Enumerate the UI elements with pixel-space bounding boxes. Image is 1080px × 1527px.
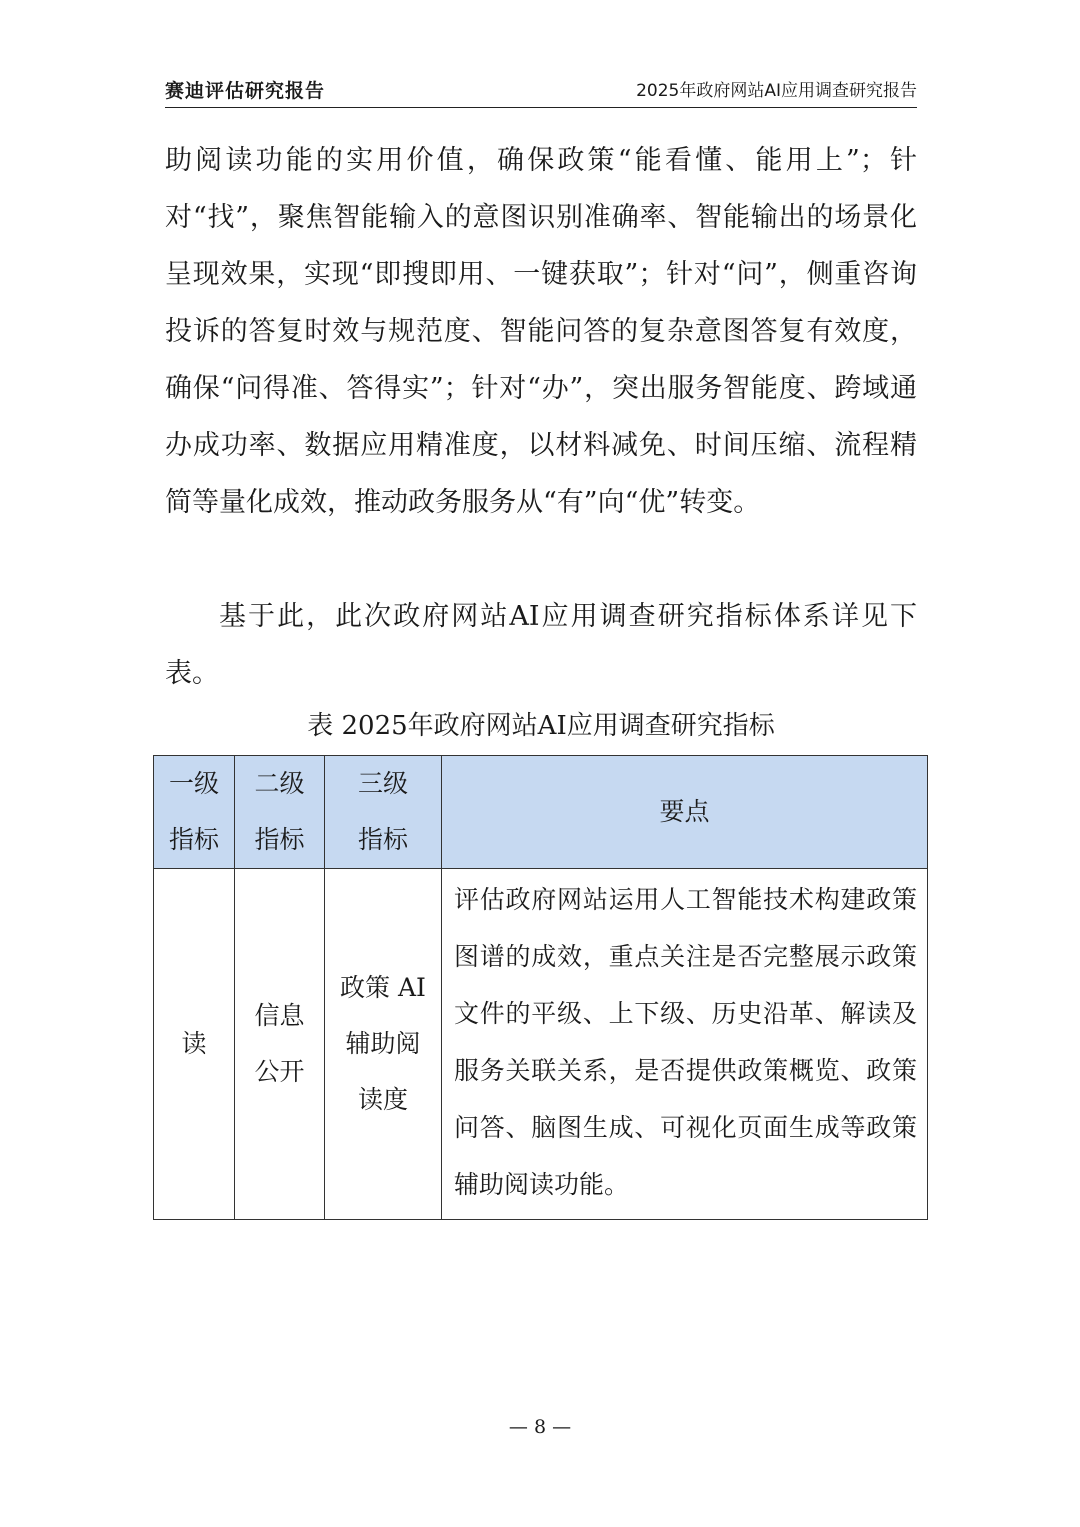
header-level3-line: 三级 — [357, 769, 408, 798]
header-level2-indicator — [235, 756, 325, 869]
header-level2-line: 指标 — [254, 825, 305, 854]
cell-level3 — [325, 869, 442, 1220]
header-level3-indicator — [325, 756, 442, 869]
cell-level3-line: 读度 — [357, 1085, 408, 1114]
header-org-name: 赛迪评估研究报告 — [165, 80, 326, 102]
cell-level2-line: 公开 — [254, 1057, 305, 1086]
header-level1-line: 一级 — [168, 769, 219, 798]
header-level1-line: 指标 — [168, 825, 219, 854]
indicator-table — [153, 755, 928, 1220]
body-paragraph: 基于此，此次政府网站AI应用调查研究指标体系详见下表。 — [165, 601, 917, 689]
header-key-points: 要点 — [442, 756, 928, 869]
table-header-row — [154, 756, 928, 869]
cell-level1 — [154, 869, 235, 1220]
header-level3-line: 指标 — [357, 825, 408, 854]
header-level2-line: 二级 — [254, 769, 305, 798]
page-number: — 8 — — [508, 1416, 572, 1438]
body-paragraph: 助阅读功能的实用价值，确保政策“能看懂、能用上”；针对“找”，聚焦智能输入的意图识别准确率、智能输出的场景化呈现效果，实现“即搜即用、一键获取”；针对“问”，侧重咨询投诉的答复时效与规范度、智能问答的复杂意图答复有效度，确保“问得准、答得实”；针对“办”，突出服务智能度、跨域通办成功率、数据应用精准度，以材料减免、时间压缩、流程精简等量化成效，推动政务服务从“有”向“优”转变。 — [165, 145, 917, 518]
cell-level2 — [235, 869, 325, 1220]
cell-level3-line: 辅助阅 — [345, 1029, 421, 1058]
cell-level3-line: 政策 AI — [340, 973, 426, 1002]
header-divider — [165, 107, 917, 108]
header-level1-indicator — [154, 756, 235, 869]
cell-key-points: 评估政府网站运用人工智能技术构建政策图谱的成效，重点关注是否完整展示政策文件的平级、上下级、历史沿革、解读及服务关联关系，是否提供政策概览、政策问答、脑图生成、可视化页面生成等政策辅助阅读功能。 — [442, 869, 928, 1220]
table-caption: 表 2025年政府网站AI应用调查研究指标 — [307, 711, 775, 741]
cell-level2-line: 信息 — [254, 1001, 305, 1030]
table-row — [154, 869, 928, 1220]
cell-level1-line: 读 — [181, 1029, 207, 1058]
header-report-title: 2025年政府网站AI应用调查研究报告 — [636, 81, 917, 101]
page-header — [165, 76, 917, 106]
